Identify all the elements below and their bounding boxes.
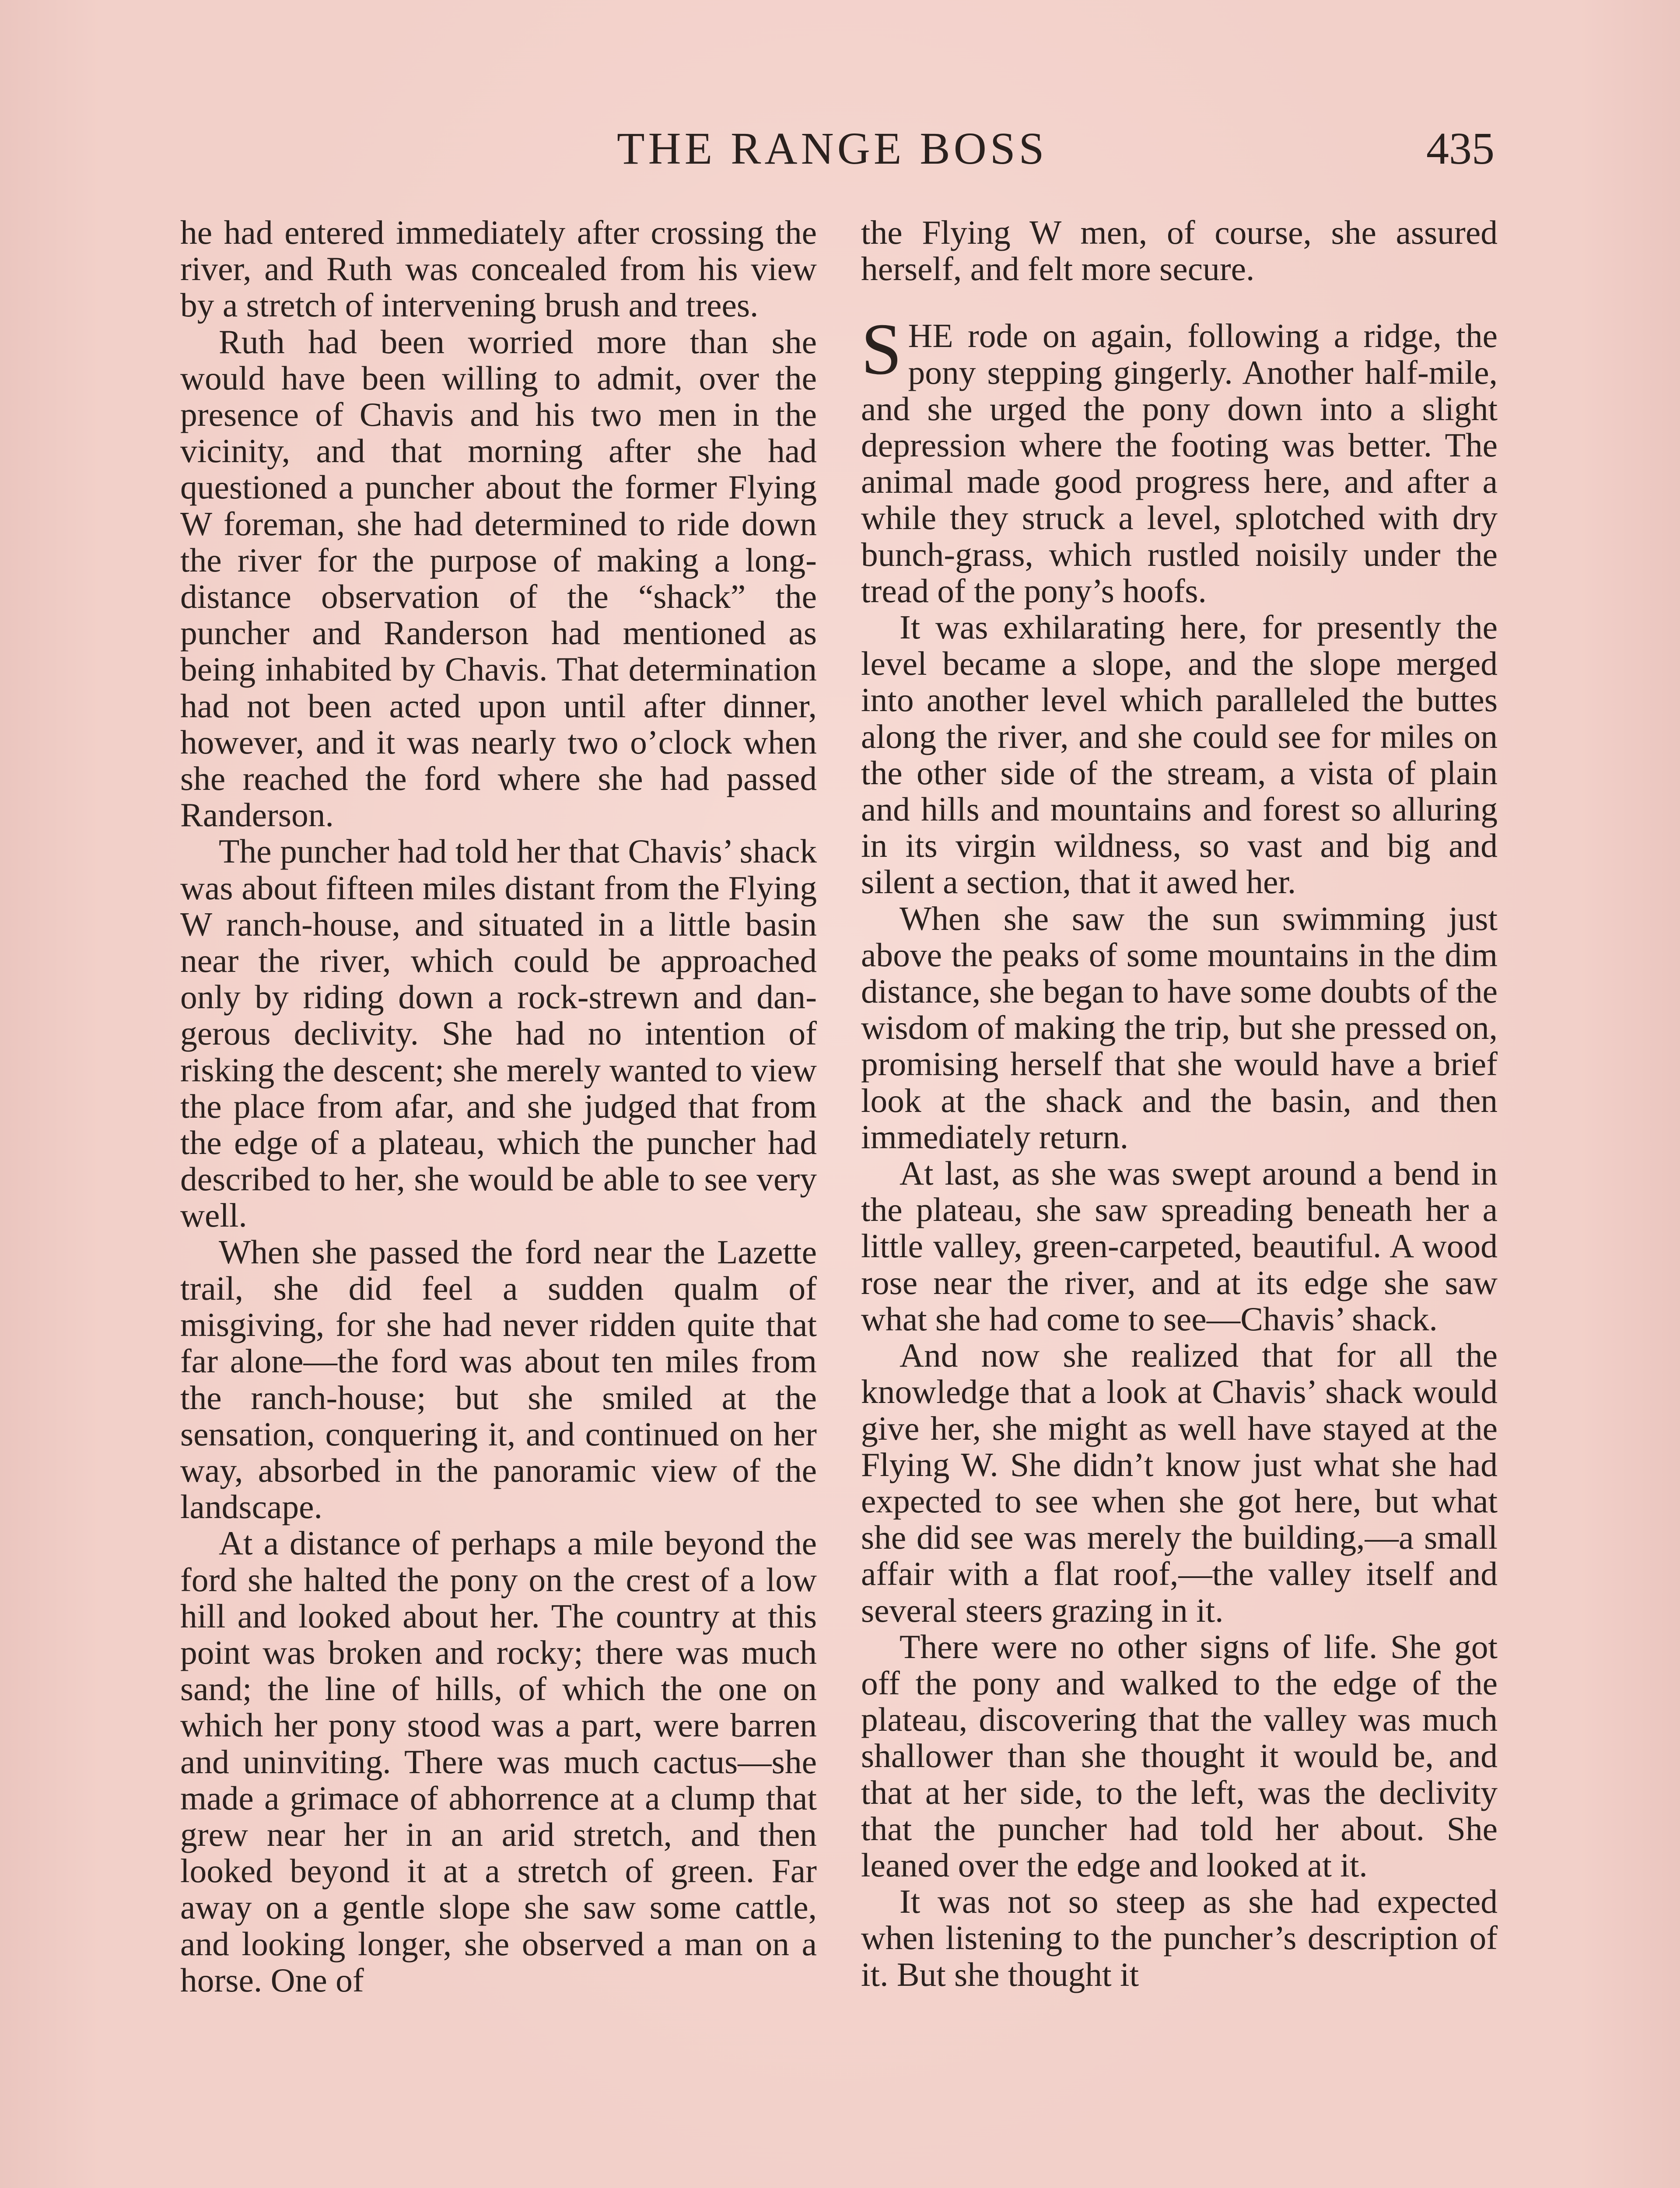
- paragraph: the Flying W men, of course, she assured herself, and felt more secure.: [861, 214, 1498, 288]
- paragraph: Ruth had been worried more than she would have been willing to admit, over the presence of Chavis and his two men in the vicinity, and that morning after she had questioned a puncher about the former Flying W foreman, she had determined to ride down the river for the purpose of making a long-distance observation of the “shack” the puncher and Randerson had mentioned as being inhabited by Chavis. That determination had not been acted upon until after dinner, however, and it was nearly two o’clock when she reached the ford where she had passed Randerson.: [180, 323, 817, 834]
- paragraph: It was not so steep as she had expected when listening to the puncher’s description of it. But she thought it: [861, 1883, 1498, 1993]
- paragraph: And now she realized that for all the knowledge that a look at Chavis’ shack would give her, she might as well have stayed at the Flying W. She didn’t know just what she had expected to see when she got here, but what she did see was merely the building,—a small affair with a flat roof,—the valley itself and several steers grazing in it.: [861, 1336, 1498, 1629]
- paragraph: There were no other signs of life. She got off the pony and walked to the edge of the plateau, discovering that the valley was much shallower than she thought it would be, and that at her side, to the left, was the declivity that the puncher had told her about. She leaned over the edge and looked at it.: [861, 1627, 1498, 1884]
- paragraph: At last, as she was swept around a bend in the plateau, she saw spreading beneath her a little valley, green-carpeted, beautiful. A wood rose near the river, and at its edge she saw what she had come to see—Chavis’ shack.: [861, 1154, 1498, 1338]
- paragraph-text: HE rode on again, following a ridge, the pony stepping gingerly. Another half-mile, and she urged the pony down into a slight depression where the footing was better. The animal made good progress here, and after a while they struck a level, splotched with dry bunch-grass, which rustled noisily under the tread of the pony’s hoofs.: [861, 317, 1498, 610]
- right-column: [861, 214, 1498, 1993]
- running-head: [0, 118, 1680, 179]
- page-number: 435: [1426, 123, 1494, 174]
- paragraph: When she passed the ford near the Lazette trail, she did feel a sudden qualm of misgiving, for she had never ridden quite that far alone—the ford was about ten miles from the ranch-house; but she smiled at the sensation, conquering it, and continued on her way, absorbed in the panoramic view of the landscape.: [180, 1233, 817, 1526]
- left-column: [180, 214, 817, 1999]
- paragraph: When she saw the sun swimming just above the peaks of some mountains in the dim distance, she began to have some doubts of the wisdom of making the trip, but she pressed on, promising herself that she would have a brief look at the shack and the basin, and then immediately return.: [861, 899, 1498, 1156]
- paragraph: At a distance of perhaps a mile beyond the ford she halted the pony on the crest of a low hill and looked about her. The country at this point was broken and rocky; there was much sand; the line of hills, of which the one on which her pony stood was a part, were barren and uninviting. There was much cactus—she made a grimace of abhorrence at a clump that grew near her in an arid stretch, and then looked beyond it at a stretch of green. Far away on a gentle slope she saw some cattle, and looking longer, she observed a man on a horse. One of: [180, 1524, 817, 1999]
- paragraph: he had entered immediately after crossing the river, and Ruth was concealed from his view by a stretch of intervening brush and trees.: [180, 214, 817, 324]
- running-title: THE RANGE BOSS: [617, 123, 1048, 174]
- paragraph: It was exhilarating here, for presently the level became a slope, and the slope merged into another level which paralleled the buttes along the river, and she could see for miles on the other side of the stream, a vista of plain and hills and mountains and forest so alluring in its virgin wildness, so vast and big and silent a section, that it awed her.: [861, 608, 1498, 901]
- drop-cap: S: [861, 309, 902, 390]
- paragraph: The puncher had told her that Chavis’ shack was about fifteen miles distant from the Flying W ranch-house, and situated in a little basin near the river, which could be approached only by riding down a rock-strewn and dangerous declivity. She had no intention of risking the descent; she merely wanted to view the place from afar, and she judged that from the edge of a plateau, which the puncher had described to her, she would be able to see very well.: [180, 832, 817, 1234]
- section-opening-paragraph: [861, 309, 1498, 610]
